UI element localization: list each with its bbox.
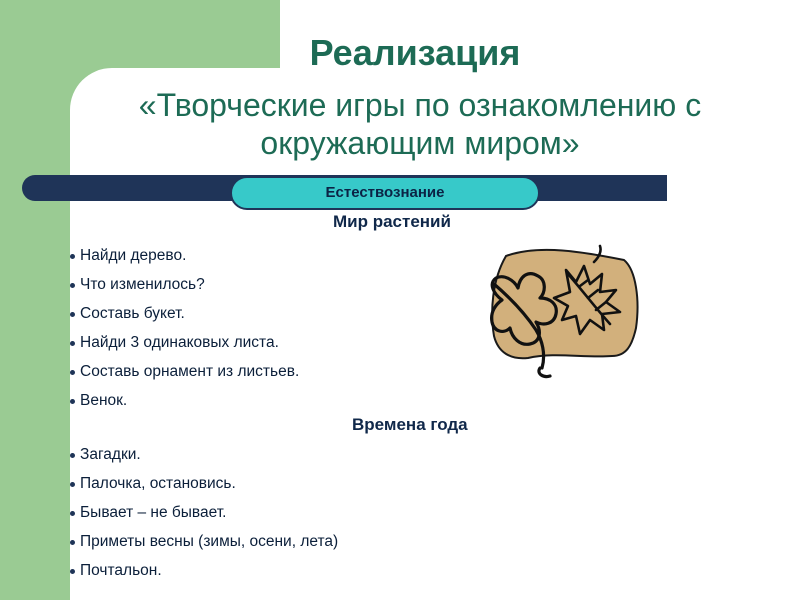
- list-item: Составь орнамент из листьев.: [70, 357, 299, 386]
- bullet-icon: [70, 453, 75, 458]
- list-item: Приметы весны (зимы, осени, лета): [70, 527, 338, 556]
- seasons-list: [70, 440, 338, 585]
- list-item: Что изменилось?: [70, 270, 299, 299]
- list-item: Почтальон.: [70, 556, 338, 585]
- list-item: Загадки.: [70, 440, 338, 469]
- bullet-icon: [70, 511, 75, 516]
- category-pill: Естествознание: [230, 176, 540, 210]
- list-item: Венок.: [70, 386, 299, 415]
- section-heading-seasons: Времена года: [352, 415, 468, 434]
- bullet-icon: [70, 254, 75, 259]
- bullet-icon: [70, 370, 75, 375]
- list-item: Бывает – не бывает.: [70, 498, 338, 527]
- section-heading-plants: Мир растений: [333, 212, 451, 231]
- slide-subtitle: «Творческие игры по ознакомлению с окружающим миром»: [138, 87, 702, 161]
- list-item: Найди 3 одинаковых листа.: [70, 328, 299, 357]
- bullet-icon: [70, 569, 75, 574]
- plants-list: [70, 241, 299, 415]
- bullet-icon: [70, 482, 75, 487]
- list-item: Составь букет.: [70, 299, 299, 328]
- bullet-icon: [70, 283, 75, 288]
- list-item: Найди дерево.: [70, 241, 299, 270]
- bullet-icon: [70, 399, 75, 404]
- bullet-icon: [70, 341, 75, 346]
- autumn-leaves-icon: [484, 240, 644, 382]
- list-item: Палочка, остановись.: [70, 469, 338, 498]
- bullet-icon: [70, 312, 75, 317]
- bullet-icon: [70, 540, 75, 545]
- slide-title: Реализация: [309, 32, 521, 73]
